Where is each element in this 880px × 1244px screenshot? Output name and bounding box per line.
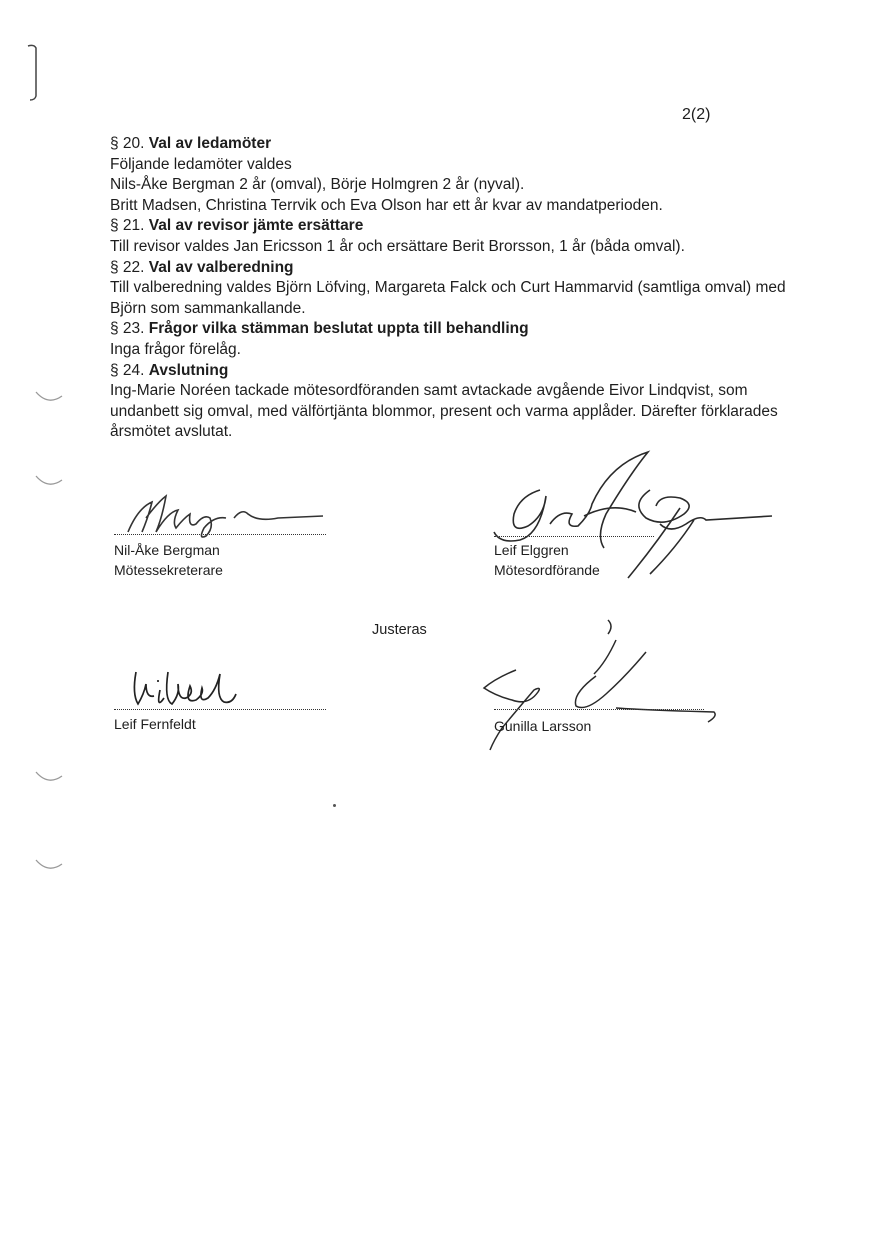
punch-hole-mark [34, 388, 64, 408]
paragraph: § 20. Val av ledamöter [110, 135, 272, 152]
section-heading: Val av valberedning [148, 258, 294, 276]
binder-bracket-mark [20, 38, 44, 108]
section-heading: Avslutning [148, 361, 229, 379]
adjusters-label: Justeras [372, 622, 427, 638]
signature-line [114, 709, 326, 710]
paragraph: Följande ledamöter valdes [110, 155, 292, 173]
punch-hole-mark [34, 768, 64, 788]
handwritten-signature-secretary [118, 488, 333, 540]
minutes-body [110, 134, 800, 443]
paragraph: Till valberedning valdes Björn Löfving, Margareta Falck och Curt Hammarvid (samtliga omval) med Björn som sammankallande. [110, 279, 786, 317]
signer-name: Nil-Åke Bergman [114, 542, 220, 558]
paragraph: § 21. Val av revisor jämte ersättare [110, 217, 364, 235]
signature-line [494, 709, 704, 710]
paragraph: § 24. Avslutning [110, 361, 229, 379]
paragraph: Britt Madsen, Christina Terrvik och Eva Olson har ett år kvar av mandatperioden. [110, 196, 663, 214]
punch-hole-mark [34, 472, 64, 492]
section-heading: Val av ledamöter [148, 135, 272, 152]
signer-role: Mötessekreterare [114, 562, 223, 578]
section-heading: Val av revisor jämte ersättare [148, 217, 364, 235]
paragraph: § 23. Frågor vilka stämman beslutat uppta till behandling [110, 320, 529, 338]
signer-name: Leif Elggren [494, 542, 569, 558]
section-heading: Frågor vilka stämman beslutat uppta till behandling [148, 320, 529, 338]
signer-name: Gunilla Larsson [494, 718, 592, 734]
paragraph: Ing-Marie Noréen tackade mötesordföranden samt avtackade avgående Eivor Lindqvist, som undanbett sig omval, med välförtjänta blommor, present och varma applåder. Därefter förklarades årsmötet avslutat. [110, 382, 778, 441]
signer-name: Leif Fernfeldt [114, 716, 196, 732]
signer-role: Mötesordförande [494, 562, 600, 578]
page-number: 2(2) [682, 106, 711, 123]
signature-line [494, 536, 654, 537]
paragraph: § 22. Val av valberedning [110, 258, 294, 276]
scan-speck [333, 804, 336, 807]
paragraph: Till revisor valdes Jan Ericsson 1 år och ersättare Berit Brorsson, 1 år (båda omval). [110, 237, 685, 255]
punch-hole-mark [34, 856, 64, 876]
handwritten-signature-adjuster-1 [124, 664, 244, 714]
paragraph: Nils-Åke Bergman 2 år (omval), Börje Holmgren 2 år (nyval). [110, 176, 525, 194]
paragraph: Inga frågor förelåg. [110, 340, 241, 358]
signature-line [114, 534, 326, 535]
